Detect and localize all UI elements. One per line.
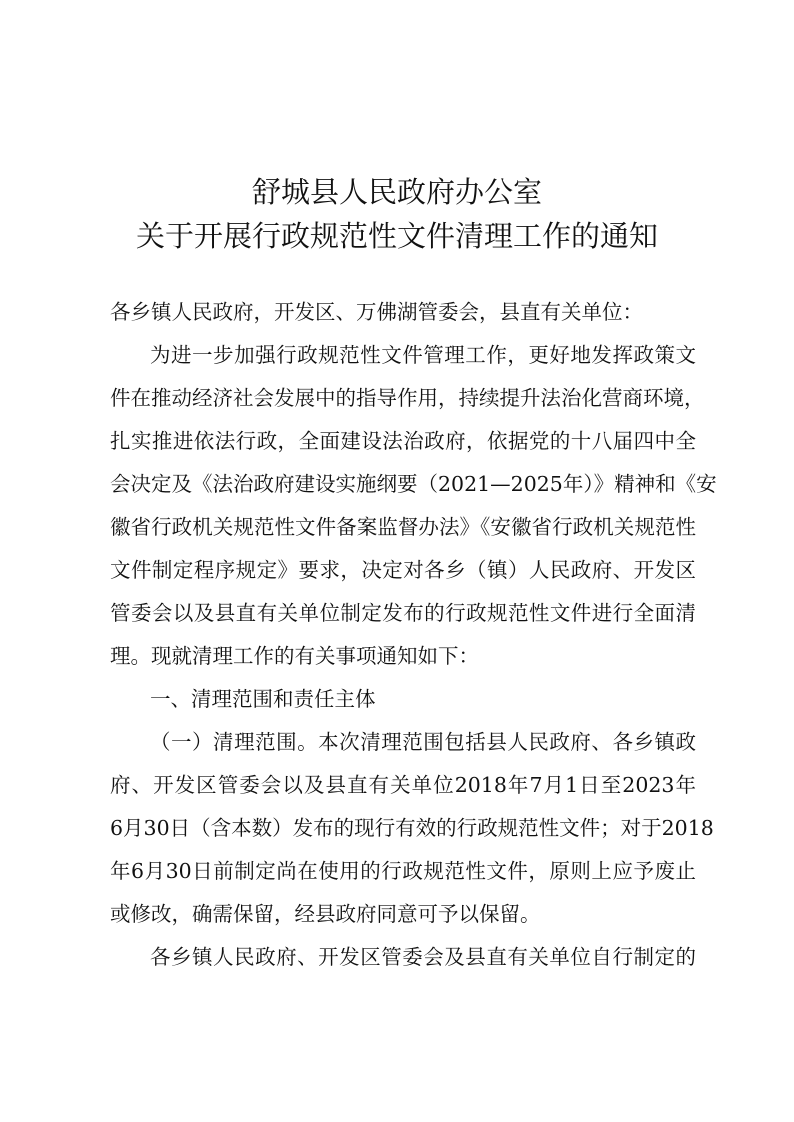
section-heading: 一、清理范围和责任主体 bbox=[150, 687, 376, 711]
intro-line-3: 扎实推进依法行政，全面建设法治政府，依据党的十八届四中全 bbox=[110, 429, 696, 453]
intro-line-5: 徽省行政机关规范性文件备案监督办法》《安徽省行政机关规范性 bbox=[110, 515, 696, 539]
salutation: 各乡镇人民政府，开发区、万佛湖管委会，县直有关单位： bbox=[110, 300, 643, 324]
scope-line-2: 府、开发区管委会以及县直有关单位2018年7月1日至2023年 bbox=[110, 773, 696, 797]
scope-line-3: 6月30日（含本数）发布的现行有效的行政规范性文件；对于2018 bbox=[110, 816, 714, 840]
intro-line-2: 件在推动经济社会发展中的指导作用，持续提升法治化营商环境， bbox=[110, 386, 705, 410]
document-title-line-2: 关于开展行政规范性文件清理工作的通知 bbox=[135, 219, 658, 253]
body-line-last: 各乡镇人民政府、开发区管委会及县直有关单位自行制定的 bbox=[150, 945, 696, 969]
intro-line-1: 为进一步加强行政规范性文件管理工作，更好地发挥政策文 bbox=[150, 343, 696, 367]
intro-line-8: 理。现就清理工作的有关事项通知如下： bbox=[110, 644, 479, 668]
scope-line-5: 或修改，确需保留，经县政府同意可予以保留。 bbox=[110, 902, 541, 926]
intro-line-4: 会决定及《法治政府建设实施纲要（2021—2025年）》精神和《安 bbox=[110, 472, 717, 496]
intro-line-6: 文件制定程序规定》要求，决定对各乡（镇）人民政府、开发区 bbox=[110, 558, 696, 582]
document-title-line-1: 舒城县人民政府办公室 bbox=[251, 175, 542, 209]
scope-line-4: 年6月30日前制定尚在使用的行政规范性文件，原则上应予废止 bbox=[110, 859, 696, 883]
intro-line-7: 管委会以及县直有关单位制定发布的行政规范性文件进行全面清 bbox=[110, 601, 696, 625]
scope-line-1: （一）清理范围。本次清理范围包括县人民政府、各乡镇政 bbox=[150, 730, 696, 754]
